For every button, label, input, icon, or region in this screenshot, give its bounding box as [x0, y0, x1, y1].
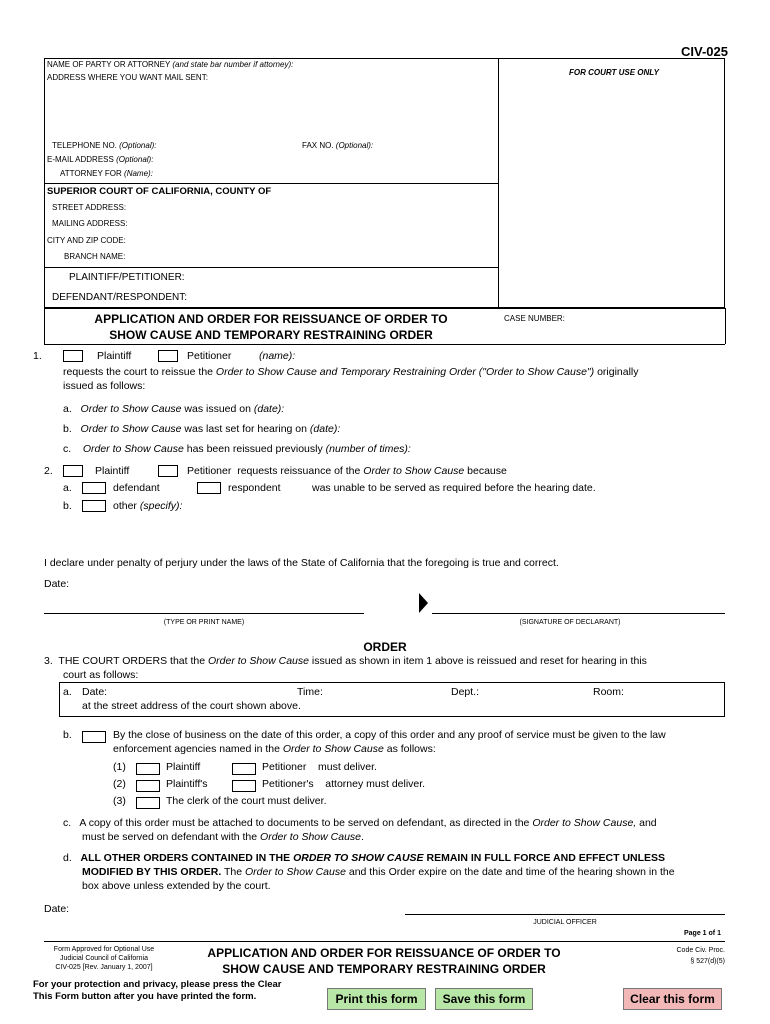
item2b-other-checkbox[interactable]: [82, 500, 106, 512]
attorney-for-label: ATTORNEY FOR (Name):: [60, 169, 153, 178]
item1-plaintiff-label: Plaintiff: [97, 350, 132, 362]
order-b3-label: (3): [113, 795, 126, 807]
mailing-address-label: MAILING ADDRESS:: [52, 219, 128, 228]
item2-plaintiff-label: Plaintiff: [95, 465, 130, 477]
order-d-text1: d. ALL OTHER ORDERS CONTAINED IN THE ORDER TO SHOW CAUSE REMAIN IN FULL FORCE AND EFFECT UNLESS: [63, 852, 666, 864]
type-print-name-label: (TYPE OR PRINT NAME): [163, 619, 245, 626]
item1-issued-text: issued as follows:: [63, 380, 146, 392]
order-c-text1: c. A copy of this order must be attached to documents to be served on defendant, as directed in the Order to Show Cause, and: [63, 817, 657, 829]
item2b-other-label: other (specify):: [113, 500, 183, 512]
fax-label: FAX NO. (Optional):: [302, 141, 374, 150]
hearing-street-text: at the street address of the court shown above.: [82, 700, 301, 712]
hearing-time-label: Time:: [297, 686, 323, 698]
order-b1-petitioner-checkbox[interactable]: [232, 763, 256, 775]
order-date-label: Date:: [44, 903, 70, 915]
order-b3-text: The clerk of the court must deliver.: [166, 795, 327, 807]
court-use-label: FOR COURT USE ONLY: [569, 68, 659, 77]
footer-title: APPLICATION AND ORDER FOR REISSUANCE OF ORDER TO SHOW CAUSE AND TEMPORARY RESTRAINING ORDER: [207, 946, 561, 976]
item1-name-label: (name):: [259, 350, 296, 362]
plaintiff-label: PLAINTIFF/PETITIONER:: [69, 272, 185, 283]
order-d-text2: MODIFIED BY THIS ORDER. The Order to Show Cause and this Order expire on the date and time of the hearing shown in the: [82, 866, 675, 878]
hearing-room-label: Room:: [593, 686, 624, 698]
save-form-button[interactable]: Save this form: [435, 988, 533, 1010]
privacy-notice: For your protection and privacy, please press the Clear This Form button after you have printed the form.: [33, 979, 282, 1002]
item1b: b. Order to Show Cause was last set for hearing on (date):: [63, 423, 341, 435]
item3-text: 3. THE COURT ORDERS that the Order to Show Cause issued as shown in item 1 above is reissued and reset for hearing in this: [44, 655, 647, 667]
clear-form-button[interactable]: Clear this form: [623, 988, 722, 1010]
party-label: NAME OF PARTY OR ATTORNEY (and state bar number if attorney):: [47, 60, 294, 69]
item3-court-text: court as follows:: [63, 669, 139, 681]
item1-request-text: requests the court to reissue the Order to Show Cause and Temporary Restraining Order ("Order to Show Cause") originally: [63, 366, 639, 378]
item2a-defendant-label: defendant: [113, 482, 160, 494]
order-b1-plaintiff-checkbox[interactable]: [136, 763, 160, 775]
signature-label: (SIGNATURE OF DECLARANT): [519, 619, 621, 626]
item2a-respondent-checkbox[interactable]: [197, 482, 221, 494]
item1-petitioner-label: Petitioner: [187, 350, 232, 362]
street-address-label: STREET ADDRESS:: [52, 203, 127, 212]
declaration-text: I declare under penalty of perjury under the laws of the State of California that the foregoing is true and correct.: [44, 557, 559, 569]
item2-request-text: Petitioner requests reissuance of the Order to Show Cause because: [187, 465, 507, 477]
item2-number: 2.: [44, 465, 53, 477]
item2b-label: b.: [63, 500, 72, 512]
order-b2-label: (2): [113, 778, 126, 790]
form-id: CIV-025: [681, 44, 728, 59]
item1a: a. Order to Show Cause was issued on (date):: [63, 403, 285, 415]
hearing-date-label: Date:: [82, 686, 108, 698]
case-number-label: CASE NUMBER:: [504, 314, 565, 323]
item2-petitioner-checkbox[interactable]: [158, 465, 178, 477]
order-b1-plaintiff-label: Plaintiff: [166, 761, 201, 773]
city-zip-label: CITY AND ZIP CODE:: [47, 236, 126, 245]
print-form-button[interactable]: Print this form: [327, 988, 426, 1010]
order-b2-petitioner-label: Petitioner's attorney must deliver.: [262, 778, 426, 790]
branch-name-label: BRANCH NAME:: [64, 252, 126, 261]
email-label: E-MAIL ADDRESS (Optional):: [47, 155, 154, 164]
address-label: ADDRESS WHERE YOU WANT MAIL SENT:: [47, 73, 208, 82]
page-number: Page 1 of 1: [684, 930, 721, 937]
order-b3-clerk-checkbox[interactable]: [136, 797, 160, 809]
order-b-checkbox[interactable]: [82, 731, 106, 743]
order-c-text2: must be served on defendant with the Order to Show Cause.: [82, 831, 364, 843]
order-b2-plaintiff-label: Plaintiff's: [166, 778, 208, 790]
approved-text: Form Approved for Optional Use Judicial Council of California CIV-025 [Rev. January 1, 2007]: [53, 946, 155, 971]
order-b1-petitioner-label: Petitioner must deliver.: [262, 761, 377, 773]
hearing-a-label: a.: [63, 686, 72, 698]
order-b-text1: By the close of business on the date of this order, a copy of this order and any proof of service must be given to the law: [113, 729, 666, 741]
item2a-defendant-checkbox[interactable]: [82, 482, 106, 494]
order-heading: ORDER: [363, 640, 407, 654]
item1-plaintiff-checkbox[interactable]: [63, 350, 83, 362]
item2a-respondent-label: respondent: [228, 482, 281, 494]
order-b-label: b.: [63, 729, 72, 741]
form-title: APPLICATION AND ORDER FOR REISSUANCE OF ORDER TO SHOW CAUSE AND TEMPORARY RESTRAINING ORDER: [94, 312, 448, 342]
telephone-label: TELEPHONE NO. (Optional):: [52, 141, 157, 150]
court-title: SUPERIOR COURT OF CALIFORNIA, COUNTY OF: [47, 186, 272, 197]
order-b2-petitioner-checkbox[interactable]: [232, 780, 256, 792]
item2-plaintiff-checkbox[interactable]: [63, 465, 83, 477]
signature-arrow-icon: [419, 593, 428, 613]
order-b2-plaintiff-checkbox[interactable]: [136, 780, 160, 792]
order-b-text2: enforcement agencies named in the Order to Show Cause as follows:: [113, 743, 436, 755]
order-d-text3: box above unless extended by the court.: [82, 880, 271, 892]
hearing-dept-label: Dept.:: [451, 686, 480, 698]
item1-petitioner-checkbox[interactable]: [158, 350, 178, 362]
judicial-officer-label: JUDICIAL OFFICER: [533, 919, 597, 926]
item2a-label: a.: [63, 482, 72, 494]
declaration-date-label: Date:: [44, 578, 70, 590]
item1c: c. Order to Show Cause has been reissued previously (number of times):: [63, 443, 411, 455]
item1-number: 1.: [33, 350, 42, 362]
code-reference: Code Civ. Proc. § 527(d)(5): [676, 947, 725, 965]
order-b1-label: (1): [113, 761, 126, 773]
item2a-unable-text: was unable to be served as required before the hearing date.: [312, 482, 596, 494]
defendant-label: DEFENDANT/RESPONDENT:: [52, 292, 188, 303]
